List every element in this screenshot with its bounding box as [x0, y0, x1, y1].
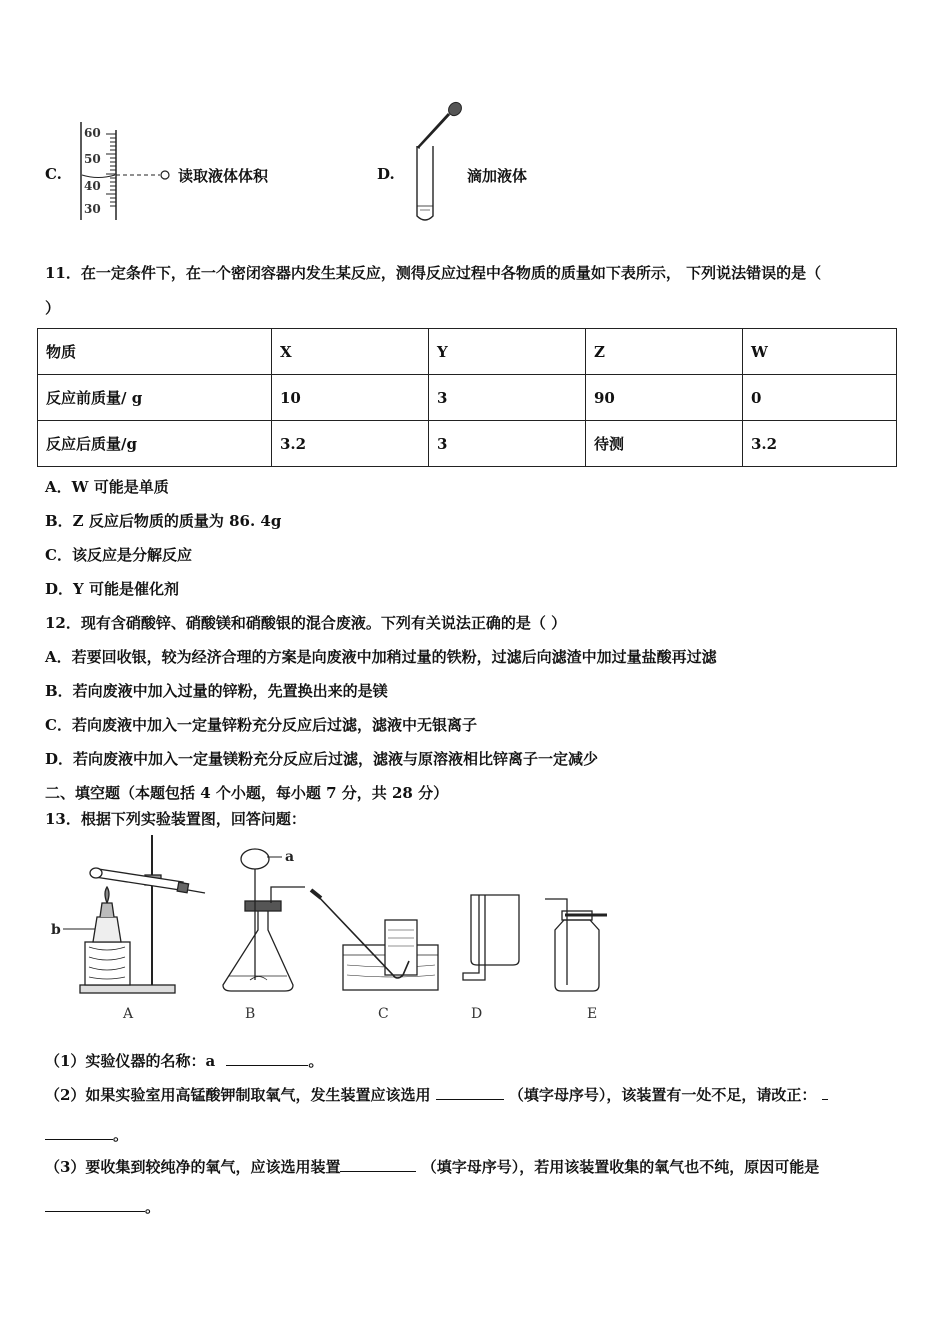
q13-part2-text-b: （填字母序号），该装置有一处不足，请改正：	[508, 1086, 817, 1104]
table-cell: 10	[272, 375, 429, 421]
q11-stem-close: ）	[45, 299, 61, 317]
q12-option-a: A．若要回收银，较为经济合理的方案是向废液中加稍过量的铁粉，过滤后向滤渣中加过量盐酸再过滤	[45, 648, 717, 666]
q12-option-c: C．若向废液中加入一定量锌粉充分反应后过滤，滤液中无银离子	[45, 716, 477, 734]
table-cell: W	[743, 329, 897, 375]
table-cell: 3.2	[743, 421, 897, 467]
answer-blank[interactable]	[822, 1085, 828, 1100]
q13-stem: 13．根据下列实验装置图，回答问题：	[45, 810, 306, 828]
apparatus-label-d: D	[471, 1006, 483, 1022]
q13-part2	[45, 1084, 828, 1105]
callout-a: a	[285, 849, 295, 865]
q13-part1-text: （1）实验仪器的名称：a	[45, 1052, 216, 1070]
q12-stem: 12．现有含硝酸锌、硝酸镁和硝酸银的混合废液。下列有关说法正确的是（ ）	[45, 614, 567, 632]
table-row	[38, 421, 897, 467]
callout-b: b	[51, 922, 61, 938]
tick-label-60: 60	[84, 126, 101, 140]
apparatus-b	[223, 849, 305, 991]
q13-part1-end: 。	[308, 1052, 324, 1070]
table-cell: 3	[429, 375, 586, 421]
q11-option-b: B．Z 反应后物质的质量为 86. 4g	[45, 512, 282, 530]
apparatus-label-c: C	[378, 1006, 389, 1022]
tick-label-30: 30	[84, 202, 101, 216]
table-cell: X	[272, 329, 429, 375]
apparatus-c	[311, 890, 438, 990]
graduated-cylinder-figure	[70, 118, 180, 224]
tick-label-40: 40	[84, 179, 101, 193]
q13-part3-text-a: （3）要收集到较纯净的氧气，应该选用装置	[45, 1158, 341, 1176]
q13-part2-end: 。	[113, 1126, 129, 1144]
apparatus-label-a: A	[123, 1006, 134, 1022]
q13-part2-cont	[45, 1124, 128, 1145]
table-row	[38, 329, 897, 375]
mass-table	[37, 328, 897, 467]
table-cell: Z	[586, 329, 743, 375]
table-cell: 物质	[38, 329, 272, 375]
answer-blank[interactable]	[226, 1051, 308, 1066]
q13-part2-text-a: （2）如果实验室用高锰酸钾制取氧气，发生装置应该选用	[45, 1086, 431, 1104]
dropper-test-tube-figure	[405, 100, 475, 225]
q13-part3	[45, 1156, 819, 1177]
table-cell: 待测	[586, 421, 743, 467]
q11-option-c: C．该反应是分解反应	[45, 546, 192, 564]
q12-option-b: B．若向废液中加入过量的锌粉，先置换出来的是镁	[45, 682, 388, 700]
table-cell: 3.2	[272, 421, 429, 467]
q13-part3-end: 。	[145, 1198, 161, 1216]
apparatus-label-e: E	[587, 1006, 598, 1022]
tick-label-50: 50	[84, 152, 101, 166]
q11-option-a: A．W 可能是单质	[45, 478, 169, 496]
table-cell: 3	[429, 421, 586, 467]
option-c-label: C.	[45, 165, 62, 183]
option-d-label: D.	[377, 165, 395, 183]
option-c-text: 读取液体体积	[178, 167, 269, 185]
option-d-text: 滴加液体	[467, 167, 528, 185]
apparatus-e	[545, 899, 607, 991]
table-cell: 90	[586, 375, 743, 421]
table-cell: 0	[743, 375, 897, 421]
q13-part1	[45, 1050, 323, 1071]
section-title: 二、填空题（本题包括 4 个小题，每小题 7 分，共 28 分）	[45, 784, 449, 802]
answer-blank[interactable]	[45, 1125, 113, 1140]
table-row	[38, 375, 897, 421]
q12-option-d: D．若向废液中加入一定量镁粉充分反应后过滤，滤液与原溶液相比锌离子一定减少	[45, 750, 599, 768]
q13-part3-cont	[45, 1196, 160, 1217]
table-cell: 反应后质量/g	[38, 421, 272, 467]
q11-option-d: D．Y 可能是催化剂	[45, 580, 179, 598]
apparatus-a	[63, 835, 205, 993]
eye-icon	[161, 171, 169, 179]
answer-blank[interactable]	[436, 1085, 504, 1100]
answer-blank[interactable]	[340, 1157, 416, 1172]
lab-apparatus-figure	[45, 835, 625, 1025]
apparatus-label-b: B	[245, 1006, 256, 1022]
answer-blank[interactable]	[45, 1197, 145, 1212]
q13-part3-text-b: （填字母序号），若用该装置收集的氧气也不纯，原因可能是	[421, 1158, 820, 1176]
table-cell: 反应前质量/ g	[38, 375, 272, 421]
table-cell: Y	[429, 329, 586, 375]
apparatus-d	[463, 895, 519, 980]
q11-stem: 11．在一定条件下，在一个密闭容器内发生某反应，测得反应过程中各物质的质量如下表所示， 下列说法错误的是（	[45, 264, 822, 282]
